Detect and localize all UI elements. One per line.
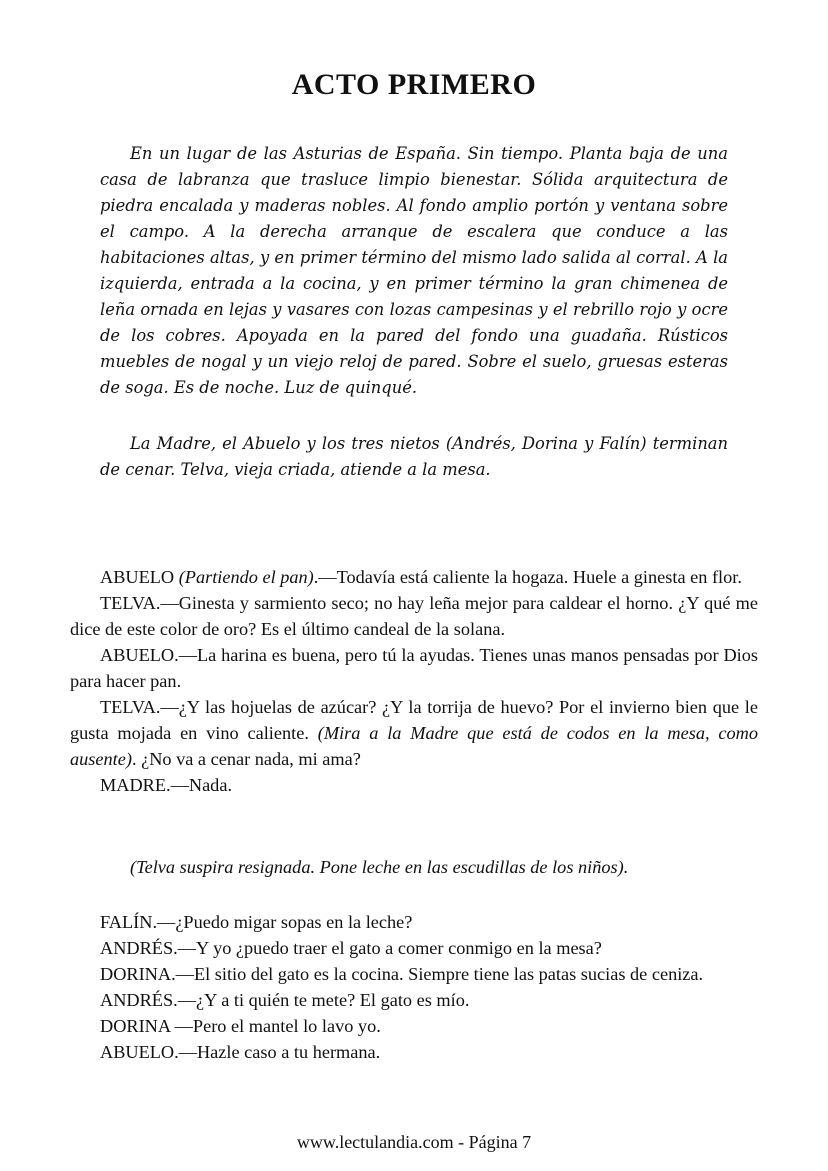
stage-aside: (Partiendo el pan) [178,567,314,587]
dialogue-text: .—Todavía está caliente la hogaza. Huele a ginesta en flor. [313,567,742,587]
dialogue-block-2 [70,909,758,1065]
dialogue-line: FALÍN.—¿Puedo migar sopas en la leche? [100,912,413,932]
stage-aside: (Mira a la Madre que está de codos en la mesa, como ausente) [70,723,758,769]
dialogue-line: DORINA.—El sitio del gato es la cocina. Siempre tiene las patas sucias de ceniza. [100,964,704,984]
stage-direction-setting: En un lugar de las Asturias de España. Sin tiempo. Planta baja de una casa de labranza que trasluce limpio bienestar. Sólida arquitectura de piedra encalada y maderas nobles. Al fondo amplio portón y ventana sobre el campo. A la derecha arranque de escalera que conduce a las habitaciones altas, y en primer término del mismo lado salida al corral. A la izquierda, entrada a la cocina, y en primer término la gran chimenea de leña ornada en lejas y vasares con lozas campesinas y el rebrillo rojo y ocre de los cobres. Apoyada en la pared del fondo una guadaña. Rústicos muebles de nogal y un viejo reloj de pared. Sobre el suelo, gruesas esteras de soga. Es de noche. Luz de quinqué. [100,144,728,397]
dialogue-line: ANDRÉS.—Y yo ¿puedo traer el gato a comer conmigo en la mesa? [100,938,602,958]
dialogue-line [70,694,758,772]
dialogue-line: MADRE.—Nada. [100,775,233,795]
dialogue-text: TELVA.—¿Y las hojuelas de azúcar? ¿Y la torrija de huevo? Por el invierno bien que le gusta mojada en vino caliente. [70,697,758,743]
dialogue-line [70,564,758,590]
dialogue-line: ABUELO.—Hazle caso a tu hermana. [100,1042,381,1062]
stage-direction-telva: (Telva suspira resignada. Pone leche en las escudillas de los niños). [130,857,629,877]
dialogue-text: . ¿No va a cenar nada, mi ama? [131,749,361,769]
page-footer: www.lectulandia.com - Página 7 [296,1132,532,1152]
dialogue-line: DORINA —Pero el mantel lo lavo yo. [100,1016,381,1036]
dialogue-line: ANDRÉS.—¿Y a ti quién te mete? El gato es mío. [100,990,470,1010]
speaker-abuelo: ABUELO [100,567,179,587]
dialogue-line: ABUELO.—La harina es buena, pero tú la ayudas. Tienes unas manos pensadas por Dios para hacer pan. [70,645,758,691]
dialogue-line: TELVA.—Ginesta y sarmiento seco; no hay leña mejor para caldear el horno. ¿Y qué me dice de este color de oro? Es el último candeal de la solana. [70,593,758,639]
page-title: ACTO PRIMERO [291,68,537,101]
dialogue-block-1 [70,564,758,798]
stage-direction-characters: La Madre, el Abuelo y los tres nietos (Andrés, Dorina y Falín) terminan de cenar. Telva, vieja criada, atiende a la mesa. [100,434,728,479]
